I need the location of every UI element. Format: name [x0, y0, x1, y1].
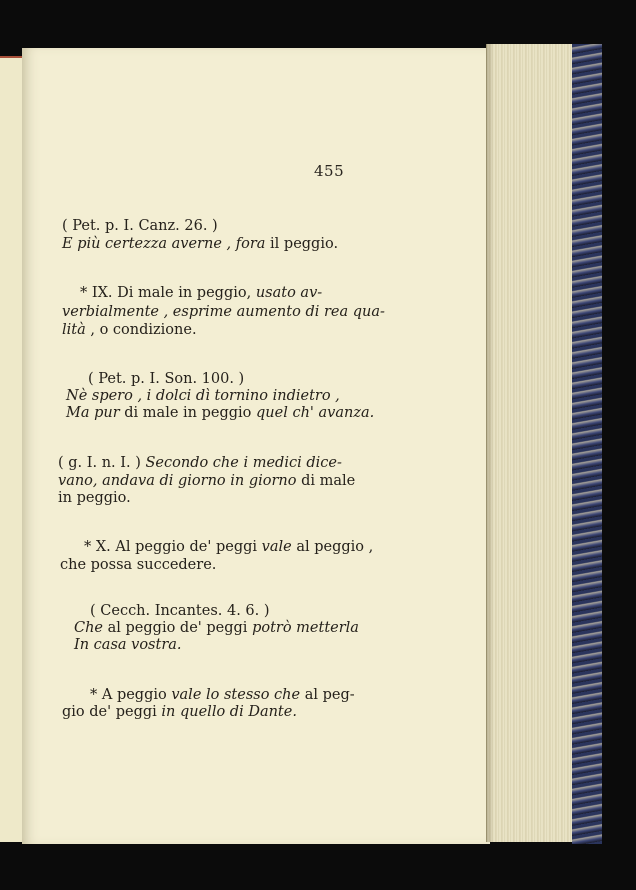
entry-heading-x	[84, 540, 373, 555]
entry-italic: in quello di Dante.	[161, 704, 297, 720]
entry-line	[62, 705, 297, 720]
book-page	[22, 48, 490, 844]
quote-line	[62, 237, 338, 252]
page-edges	[486, 44, 573, 842]
entry-italic: vale	[261, 539, 292, 555]
quote-roman: il peggio.	[270, 236, 339, 252]
citation-petrarca-sonetto	[88, 372, 244, 387]
entry-italic: verbialmente , esprime aumento di rea qua-	[62, 304, 385, 320]
entry-roman: * IX. Di male in peggio,	[80, 285, 252, 301]
entry-line	[62, 323, 197, 338]
marbled-cover-board	[572, 44, 602, 844]
entry-line	[60, 558, 216, 573]
entry-line-boccaccio	[58, 456, 342, 471]
citation-petrarca-canzone	[62, 219, 218, 234]
entry-roman: che possa succedere.	[60, 557, 217, 573]
citation-text: ( Pet. p. I. Canz. 26. )	[62, 218, 218, 234]
citation-text: ( Pet. p. I. Son. 100. )	[88, 371, 245, 387]
entry-roman: di male	[301, 473, 356, 489]
entry-roman: al peg-	[304, 687, 355, 703]
entry-roman: , o condizione.	[90, 322, 197, 338]
quote-italic: potrò metterla	[252, 620, 359, 636]
entry-roman: * X. Al peggio de' peggi	[84, 539, 258, 555]
entry-roman: * A peggio	[90, 687, 167, 703]
quote-italic: fora	[235, 236, 266, 252]
entry-italic: vano, andava di giorno in giorno	[58, 473, 297, 489]
citation-cecchi	[90, 604, 270, 619]
quote-italic: E più certezza averne ,	[62, 236, 232, 252]
entry-line	[58, 474, 355, 489]
entry-heading-note	[90, 688, 355, 703]
entry-italic: lità	[62, 322, 86, 338]
quote-line	[74, 621, 359, 636]
quote-italic: quel ch' avanza.	[256, 405, 375, 421]
entry-heading-ix	[80, 286, 322, 301]
entry-line	[62, 305, 385, 320]
quote-italic: Nè spero , i dolci dì tornino indietro ,	[66, 388, 340, 404]
entry-roman: al peggio ,	[296, 539, 374, 555]
entry-italic: Secondo che i medici dice-	[145, 455, 342, 471]
quote-roman: al peggio de' peggi	[107, 620, 248, 636]
entry-italic: usato av-	[255, 285, 323, 301]
page-number: 455	[314, 162, 345, 180]
entry-roman: in peggio.	[58, 490, 131, 506]
citation-text: ( Cecch. Incantes. 4. 6. )	[90, 603, 270, 619]
facing-page	[0, 58, 23, 842]
page-edges-shadow	[486, 44, 494, 842]
entry-line	[58, 491, 131, 506]
entry-roman: ( g. I. n. I. )	[58, 455, 141, 471]
entry-italic: vale lo stesso che	[171, 687, 301, 703]
quote-roman: di male in peggio	[124, 405, 252, 421]
quote-italic: In casa vostra.	[74, 637, 182, 653]
quote-line	[74, 638, 182, 653]
quote-italic: Che	[74, 620, 104, 636]
quote-line	[66, 406, 374, 421]
entry-roman: gio de' peggi	[62, 704, 157, 720]
quote-line	[66, 389, 340, 404]
quote-italic: Ma pur	[66, 405, 120, 421]
